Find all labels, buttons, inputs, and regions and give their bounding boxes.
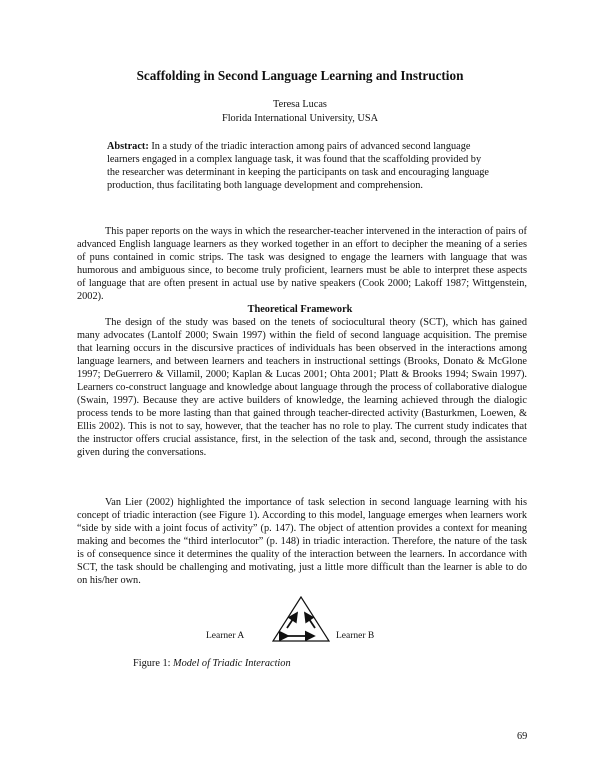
figure-1 [0,594,600,674]
section-heading: Theoretical Framework [247,304,353,315]
arrow-right-up [305,613,315,628]
caption-title: Model of Triadic Interaction [173,658,291,669]
page-number: 69 [517,731,528,742]
vanlier-paragraph: Van Lier (2002) highlighted the importance of task selection in second language learning with his concept of triadic interaction (see Figure 1). According to this model, language emerges when learners work “side by side with a joint focus of activity” (p. 147). The object of attention provides a context for meaning making and becomes the “third interlocutor” (p. 148) in triadic interaction. Therefore, the nature of the task is of consequence since it determines the quality of the interaction between the learners. In accordance with SCT, the task should be challenging and motivating, just a little more difficult than the learner is able to do on his/her own. [77,497,527,586]
intro-paragraph: This paper reports on the ways in which the researcher-teacher intervened in the interaction of pairs of advanced English language learners as they worked together in an effort to decipher the meaning of a series of puns contained in comic strips. The task was designed to engage the learners with language that was humorous and ambiguous since, to become truly proficient, learners must be able to interpret these aspects of language that are often present in actual use by native speakers (Cook 2000; Lakoff 1987; Wittgenstein, 2002). [77,226,527,302]
learner-b-label: Learner B [336,631,375,641]
author-name: Teresa Lucas [273,99,327,110]
abstract-label: Abstract: [107,141,149,152]
author-affiliation: Florida International University, USA [221,113,379,124]
paper-title: Scaffolding in Second Language Learning and Instruction [136,68,464,83]
learner-a-label: Learner A [206,631,245,641]
outer-triangle [273,597,329,641]
framework-paragraph: The design of the study was based on the tenets of sociocultural theory (SCT), which has gained many advocates (Lantolf 2000; Swain 1997) within the field of second language acquisition. The premise that learning occurs in the discursive practices of individuals has been observed in the interactions among language learners, and between learners and teachers in instructional settings (Brooks, Donato & McGlone 1997; DeGuerrero & Villamil, 2000; Kaplan & Lucas 2001; Ohta 2001; Platt & Brooks 1994; Swain 1997). Learners co-construct language and knowledge about language through the process of collaborative dialogue (Swain, 1997). Because they are active builders of knowledge, the learning achieved through the dialogic process tends to be more lasting than that gained through teacher-directed activity (Basturkmen, Loewen, & Ellis 2002). This is not to say, however, that the teacher has no role to play. The current study indicates that the instructor offers crucial assistance, first, in the selection of the task and, second, through the assistance given during the conversations. [77,317,527,458]
figure-caption [133,657,291,670]
caption-prefix: Figure 1: [133,658,174,669]
arrow-left-up [287,613,297,628]
abstract [107,140,489,192]
triadic-interaction-diagram [270,594,332,646]
abstract-text: In a study of the triadic interaction among pairs of advanced second language learners engaged in a complex language task, it was found that the scaffolding provided by the researcher was determinant in keeping the participants on task and encouraging language production, thus facilitating both language development and comprehension. [107,141,489,191]
